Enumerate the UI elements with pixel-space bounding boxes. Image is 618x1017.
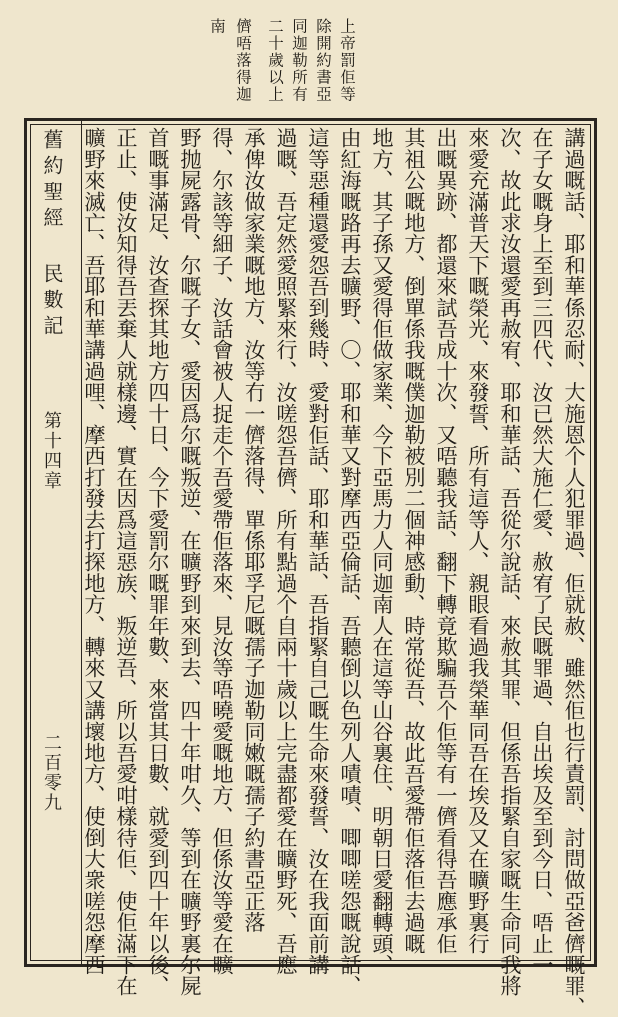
text-column: 承俾汝做家業嘅地方、汝等冇一儕落得、單係耶孚尼嘅孺子迦勒同嫩嘅孺子約書亞正落 bbox=[242, 127, 267, 933]
margin-band bbox=[27, 121, 82, 964]
text-column: 其祖公嘅地方、倒單係我嘅僕迦勒被別二個神感動、時常從吾、故此吾愛帶佢落佢去過嘅 bbox=[402, 127, 427, 954]
top-annotation bbox=[190, 18, 360, 114]
book-title: 舊約聖經 民數記 bbox=[40, 129, 64, 341]
annotation-line: 同迦勒所有 bbox=[290, 18, 308, 103]
text-column: 講過嘅話、耶和華係忍耐、大施恩个人犯罪過、佢就赦、雖然佢也行責罰、討問做亞爸儕嘅罪、 bbox=[562, 127, 587, 1017]
page-frame bbox=[24, 118, 597, 1017]
text-column: 次、故此求汝還愛再赦宥、耶和華話、吾從尔說話、來赦其罪、但係吾指緊自家嘅生命同我將 bbox=[498, 127, 523, 997]
text-body bbox=[82, 127, 590, 1017]
annotation-line: 南 bbox=[208, 18, 226, 35]
text-column: 這等惡種還愛怨吾到幾時、愛對佢話、耶和華話、吾指緊自己嘅生命來發誓、汝在我面前講 bbox=[306, 127, 331, 975]
text-column: 正止、使汝知得吾丟棄人就樣邊、實在因爲這惡族、叛逆吾、所以吾愛咁樣待佢、使佢滿下在 bbox=[114, 127, 139, 997]
text-column: 地方、其子孫又愛得佢做家業、今下亞馬力人同迦南人在這等山谷裏住、明朝日愛翻轉頭、 bbox=[370, 127, 395, 975]
page-number: 二百零九 bbox=[41, 733, 62, 813]
text-column: 由紅海嘅路再去曠野、〇、耶和華又對摩西亞倫話、吾聽倒以色列人嘖嘖、唧唧嗟怨嘅說話、 bbox=[338, 127, 363, 997]
text-column: 曠野來滅亡、吾耶和華講過哩、摩西打發去打探地方、轉來又講壞地方、使倒大衆嗟怨摩西 bbox=[82, 127, 107, 975]
annotation-line: 除開約書亞 bbox=[314, 18, 332, 103]
text-column: 出嘅異跡、都還來試吾成十次、又唔聽我話、翻下轉竟欺騙吾个佢等有一儕看得吾應承佢 bbox=[434, 127, 459, 954]
text-column: 來愛充滿普天下嘅榮光、來發誓、所有這等人、親眼看過我榮華同吾在埃及又在曠野裏行 bbox=[466, 127, 491, 954]
annotation-line: 儕唔落得迦 bbox=[234, 18, 252, 103]
text-column: 在子女嘅身上至到三四代、汝已然大施仁愛、赦宥了民嘅罪過、自出埃及至到今日、唔止一 bbox=[530, 127, 555, 975]
text-column: 首嘅事滿足、汝查探其地方四十日、今下愛罰尔嘅罪年數、來當其日數、就愛到四十年以後、 bbox=[146, 127, 171, 997]
text-column: 野抛屍露骨、尔嘅子女、愛因爲尔嘅叛逆、在曠野到來到去、四十年咁久、等到在曠野裏尔屍 bbox=[178, 127, 203, 997]
text-column: 得、尔該等細子、汝話會被人捉走个吾愛帶佢落來、見汝等唔曉愛嘅地方、但係汝等愛在曠 bbox=[210, 127, 235, 975]
annotation-line: 二十歲以上 bbox=[266, 18, 284, 103]
text-column: 過嘅、吾定然愛照緊來行、汝嗟怨吾儕、所有點過个自兩十歲以上完盡都愛在曠野死、吾應 bbox=[274, 127, 299, 975]
annotation-line: 上帝罰佢等 bbox=[338, 18, 356, 103]
chapter-label: 第十四章 bbox=[41, 411, 62, 491]
